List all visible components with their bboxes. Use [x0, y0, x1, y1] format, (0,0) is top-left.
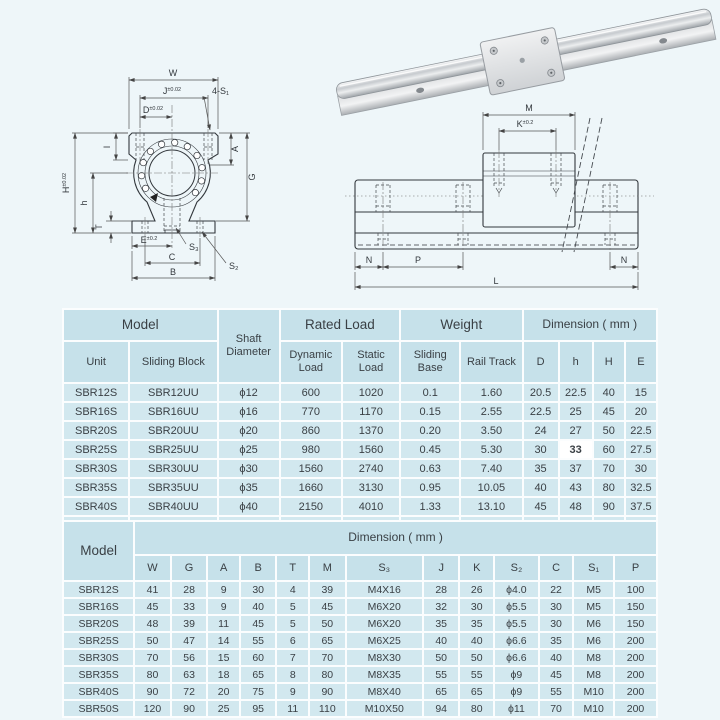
table-row [64, 582, 656, 597]
value-cell: ϕ25 [219, 441, 279, 458]
value-cell: 43 [560, 479, 592, 496]
value-cell: 9 [277, 684, 308, 699]
dim-label-t: T [94, 224, 104, 230]
value-cell: M6 [574, 616, 613, 631]
value-cell: 45 [241, 616, 276, 631]
dim-label-s3: S₃ [189, 242, 199, 252]
technical-drawings-section [0, 0, 720, 305]
model-cell: SBR12S [64, 384, 128, 401]
value-cell: 980 [281, 441, 341, 458]
dim-label-w: W [168, 68, 178, 78]
value-cell: M4X16 [347, 582, 422, 597]
value-cell: M6X25 [347, 633, 422, 648]
value-cell: 22 [540, 582, 573, 597]
header-sliding-base: Sliding Base [401, 342, 459, 382]
value-cell: 26 [460, 582, 493, 597]
value-cell: 2740 [343, 460, 399, 477]
value-cell: 0.1 [401, 384, 459, 401]
value-cell: 90 [594, 498, 624, 515]
value-cell: 1560 [281, 460, 341, 477]
section-marker [150, 193, 158, 202]
value-cell: 11 [277, 701, 308, 716]
value-cell: 80 [310, 667, 345, 682]
value-cell: ϕ12 [219, 384, 279, 401]
dim-label-p: P [414, 255, 422, 265]
value-cell: 30 [540, 616, 573, 631]
value-cell: 28 [424, 582, 459, 597]
table-row [64, 441, 656, 458]
header-unit: Unit [64, 342, 128, 382]
value-cell: 40 [460, 633, 493, 648]
value-cell: 770 [281, 403, 341, 420]
value-cell: 3.50 [461, 422, 521, 439]
value-cell: 80 [594, 479, 624, 496]
value-cell: 90 [310, 684, 345, 699]
value-cell: 8 [277, 667, 308, 682]
value-cell: M8 [574, 667, 613, 682]
value-cell: 27.5 [626, 441, 656, 458]
value-cell: 50 [424, 650, 459, 665]
value-cell: 200 [615, 650, 656, 665]
dim-label-h-cap: $H^{\pm 0.02}$ [61, 172, 71, 194]
value-cell: 56 [172, 650, 207, 665]
value-cell: 32.5 [626, 479, 656, 496]
header-static-load: Static Load [343, 342, 399, 382]
value-cell: 27 [560, 422, 592, 439]
value-cell: 100 [615, 582, 656, 597]
value-cell: 0.20 [401, 422, 459, 439]
dim-label-b: B [169, 267, 177, 277]
value-cell: M6X20 [347, 616, 422, 631]
model-cell: SBR25S [64, 441, 128, 458]
value-cell: SBR12UU [130, 384, 216, 401]
value-cell: 40 [241, 599, 276, 614]
header-col-k: K [460, 556, 493, 580]
value-cell: 70 [594, 460, 624, 477]
value-cell: SBR16UU [130, 403, 216, 420]
value-cell: 1.60 [461, 384, 521, 401]
value-cell: 0.63 [401, 460, 459, 477]
header-col-b: B [241, 556, 276, 580]
model-cell: SBR30S [64, 460, 128, 477]
value-cell: 48 [560, 498, 592, 515]
value-cell: M8X35 [347, 667, 422, 682]
value-cell: M6 [574, 633, 613, 648]
value-cell: 48 [135, 616, 170, 631]
value-cell: 35 [524, 460, 558, 477]
value-cell: ϕ6.6 [495, 633, 538, 648]
header-col-d: D [524, 342, 558, 382]
table-row [64, 403, 656, 420]
value-cell: 4010 [343, 498, 399, 515]
value-cell: SBR35UU [130, 479, 216, 496]
value-cell: 1020 [343, 384, 399, 401]
value-cell: 30 [460, 599, 493, 614]
value-cell: 15 [208, 650, 239, 665]
value-cell: ϕ5.5 [495, 599, 538, 614]
dim-label-m: M [525, 103, 533, 113]
value-cell: 80 [135, 667, 170, 682]
dim-label-c: C [168, 252, 176, 262]
spec-table-dimensions [62, 520, 658, 718]
value-cell: 25 [208, 701, 239, 716]
value-cell: ϕ4.0 [495, 582, 538, 597]
value-cell: 9 [208, 599, 239, 614]
value-cell: M8X40 [347, 684, 422, 699]
value-cell: ϕ30 [219, 460, 279, 477]
dim-label-k: $K^{\pm 0.2}$ [516, 119, 534, 129]
header-dimension: Dimension ( mm ) [135, 522, 656, 554]
value-cell: 55 [540, 684, 573, 699]
value-cell: 33 [560, 441, 592, 458]
value-cell: 1170 [343, 403, 399, 420]
header-col-h: h [560, 342, 592, 382]
table-row [64, 616, 656, 631]
value-cell: 95 [241, 701, 276, 716]
table-row [64, 422, 656, 439]
value-cell: 37 [560, 460, 592, 477]
value-cell: 18 [208, 667, 239, 682]
value-cell: 60 [241, 650, 276, 665]
value-cell: 65 [310, 633, 345, 648]
value-cell: 1660 [281, 479, 341, 496]
value-cell: 200 [615, 684, 656, 699]
value-cell: 50 [460, 650, 493, 665]
value-cell: 150 [615, 616, 656, 631]
header-model: Model [64, 522, 133, 580]
value-cell: ϕ5.5 [495, 616, 538, 631]
model-cell: SBR50S [64, 701, 133, 716]
value-cell: 15 [626, 384, 656, 401]
value-cell: 120 [135, 701, 170, 716]
value-cell: 32 [424, 599, 459, 614]
value-cell: 90 [172, 701, 207, 716]
value-cell: 50 [594, 422, 624, 439]
value-cell: 65 [424, 684, 459, 699]
value-cell: 7.40 [461, 460, 521, 477]
value-cell: ϕ35 [219, 479, 279, 496]
header-col-m: M [310, 556, 345, 580]
value-cell: 7 [277, 650, 308, 665]
value-cell: 10.05 [461, 479, 521, 496]
value-cell: 65 [241, 667, 276, 682]
value-cell: 50 [310, 616, 345, 631]
model-cell: SBR40S [64, 498, 128, 515]
value-cell: ϕ9 [495, 667, 538, 682]
table-row [64, 384, 656, 401]
value-cell: 6 [277, 633, 308, 648]
value-cell: 70 [540, 701, 573, 716]
value-cell: ϕ20 [219, 422, 279, 439]
value-cell: 200 [615, 633, 656, 648]
value-cell: SBR40UU [130, 498, 216, 515]
value-cell: 30 [626, 460, 656, 477]
spec-table-load-weight [62, 308, 658, 536]
dim-label-s2: S₂ [229, 261, 239, 271]
value-cell: 45 [540, 667, 573, 682]
value-cell: 40 [424, 633, 459, 648]
value-cell: M5 [574, 582, 613, 597]
value-cell: 63 [172, 667, 207, 682]
value-cell: 45 [310, 599, 345, 614]
table-row [64, 650, 656, 665]
table-row [64, 633, 656, 648]
value-cell: 20 [208, 684, 239, 699]
table-row [64, 479, 656, 496]
value-cell: 3130 [343, 479, 399, 496]
value-cell: 5 [277, 599, 308, 614]
value-cell: 39 [172, 616, 207, 631]
value-cell: 80 [460, 701, 493, 716]
value-cell: M10 [574, 684, 613, 699]
value-cell: 28 [172, 582, 207, 597]
value-cell: 2.55 [461, 403, 521, 420]
table-row [64, 701, 656, 716]
header-col-s2: S₂ [495, 556, 538, 580]
value-cell: 90 [135, 684, 170, 699]
dim-label-n-right: N [620, 255, 628, 265]
value-cell: 5.30 [461, 441, 521, 458]
value-cell: SBR25UU [130, 441, 216, 458]
value-cell: 25 [560, 403, 592, 420]
value-cell: 33 [172, 599, 207, 614]
value-cell: 0.15 [401, 403, 459, 420]
header-col-a: A [208, 556, 239, 580]
value-cell: ϕ9 [495, 684, 538, 699]
header-col-g: G [172, 556, 207, 580]
value-cell: 200 [615, 701, 656, 716]
header-col-hcap: H [594, 342, 624, 382]
value-cell: 60 [594, 441, 624, 458]
value-cell: 37.5 [626, 498, 656, 515]
value-cell: 24 [524, 422, 558, 439]
value-cell: 860 [281, 422, 341, 439]
table-row [64, 498, 656, 515]
value-cell: 13.10 [461, 498, 521, 515]
value-cell: 9 [208, 582, 239, 597]
model-cell: SBR16S [64, 599, 133, 614]
model-cell: SBR12S [64, 582, 133, 597]
side-view-diagram [340, 100, 670, 300]
header-col-j: J [424, 556, 459, 580]
value-cell: 600 [281, 384, 341, 401]
value-cell: 39 [310, 582, 345, 597]
value-cell: 45 [524, 498, 558, 515]
value-cell: 70 [310, 650, 345, 665]
value-cell: 94 [424, 701, 459, 716]
header-col-w: W [135, 556, 170, 580]
dim-label-n-left: N [365, 255, 373, 265]
model-cell: SBR30S [64, 650, 133, 665]
value-cell: 2150 [281, 498, 341, 515]
value-cell: 14 [208, 633, 239, 648]
value-cell: SBR20UU [130, 422, 216, 439]
header-col-s3: S₃ [347, 556, 422, 580]
value-cell: 200 [615, 667, 656, 682]
value-cell: 40 [524, 479, 558, 496]
carriage-block [480, 27, 565, 95]
value-cell: 65 [460, 684, 493, 699]
dim-label-d: $D^{\pm 0.02}$ [142, 105, 164, 115]
model-cell: SBR20S [64, 616, 133, 631]
header-col-c: C [540, 556, 573, 580]
value-cell: 45 [135, 599, 170, 614]
front-view-diagram [50, 50, 300, 300]
value-cell: 35 [460, 616, 493, 631]
value-cell: 0.45 [401, 441, 459, 458]
value-cell: 30 [524, 441, 558, 458]
value-cell: 1.33 [401, 498, 459, 515]
value-cell: M8 [574, 650, 613, 665]
table-row [64, 667, 656, 682]
header-weight: Weight [401, 310, 521, 340]
value-cell: 75 [241, 684, 276, 699]
value-cell: 110 [310, 701, 345, 716]
table-row [64, 460, 656, 477]
header-col-e: E [626, 342, 656, 382]
value-cell: 1560 [343, 441, 399, 458]
table-row [64, 684, 656, 699]
value-cell: 0.95 [401, 479, 459, 496]
model-cell: SBR25S [64, 633, 133, 648]
value-cell: 22.5 [626, 422, 656, 439]
header-shaft-diameter: Shaft Diameter [219, 310, 279, 382]
value-cell: 1370 [343, 422, 399, 439]
value-cell: 47 [172, 633, 207, 648]
header-col-p: P [615, 556, 656, 580]
value-cell: 55 [424, 667, 459, 682]
value-cell: 55 [241, 633, 276, 648]
value-cell: 55 [460, 667, 493, 682]
header-rated-load: Rated Load [281, 310, 399, 340]
dim-label-h: h [79, 200, 89, 206]
dim-label-g: G [247, 173, 257, 181]
model-cell: SBR40S [64, 684, 133, 699]
dim-label-i: I [102, 145, 112, 149]
value-cell: 40 [540, 650, 573, 665]
value-cell: 5 [277, 616, 308, 631]
value-cell: M6X20 [347, 599, 422, 614]
value-cell: 22.5 [524, 403, 558, 420]
value-cell: 150 [615, 599, 656, 614]
value-cell: 20 [626, 403, 656, 420]
value-cell: 22.5 [560, 384, 592, 401]
header-col-t: T [277, 556, 308, 580]
value-cell: M8X30 [347, 650, 422, 665]
value-cell: 40 [594, 384, 624, 401]
header-dynamic-load: Dynamic Load [281, 342, 341, 382]
header-model: Model [64, 310, 217, 340]
header-dimension: Dimension ( mm ) [524, 310, 656, 340]
value-cell: ϕ6.6 [495, 650, 538, 665]
value-cell: 11 [208, 616, 239, 631]
value-cell: 41 [135, 582, 170, 597]
value-cell: M10X50 [347, 701, 422, 716]
value-cell: 35 [424, 616, 459, 631]
value-cell: ϕ16 [219, 403, 279, 420]
header-rail-track: Rail Track [461, 342, 521, 382]
value-cell: 20.5 [524, 384, 558, 401]
value-cell: ϕ40 [219, 498, 279, 515]
dim-label-j: $J^{\pm 0.02}$ [162, 86, 182, 96]
value-cell: M10 [574, 701, 613, 716]
header-col-s1: S₁ [574, 556, 613, 580]
dim-label-4s1: 4-S₁ [212, 86, 230, 96]
table-row [64, 599, 656, 614]
value-cell: 4 [277, 582, 308, 597]
value-cell: 45 [594, 403, 624, 420]
value-cell: ϕ11 [495, 701, 538, 716]
model-cell: SBR35S [64, 479, 128, 496]
value-cell: 35 [540, 633, 573, 648]
value-cell: 70 [135, 650, 170, 665]
dim-label-a: A [230, 145, 240, 153]
value-cell: 72 [172, 684, 207, 699]
model-cell: SBR20S [64, 422, 128, 439]
dim-label-l: L [493, 276, 499, 286]
model-cell: SBR35S [64, 667, 133, 682]
dim-label-e: $E^{\pm 0.2}$ [140, 235, 158, 245]
value-cell: SBR30UU [130, 460, 216, 477]
value-cell: 30 [241, 582, 276, 597]
value-cell: 30 [540, 599, 573, 614]
model-cell: SBR16S [64, 403, 128, 420]
value-cell: 50 [135, 633, 170, 648]
header-sliding-block: Sliding Block [130, 342, 216, 382]
value-cell: M5 [574, 599, 613, 614]
